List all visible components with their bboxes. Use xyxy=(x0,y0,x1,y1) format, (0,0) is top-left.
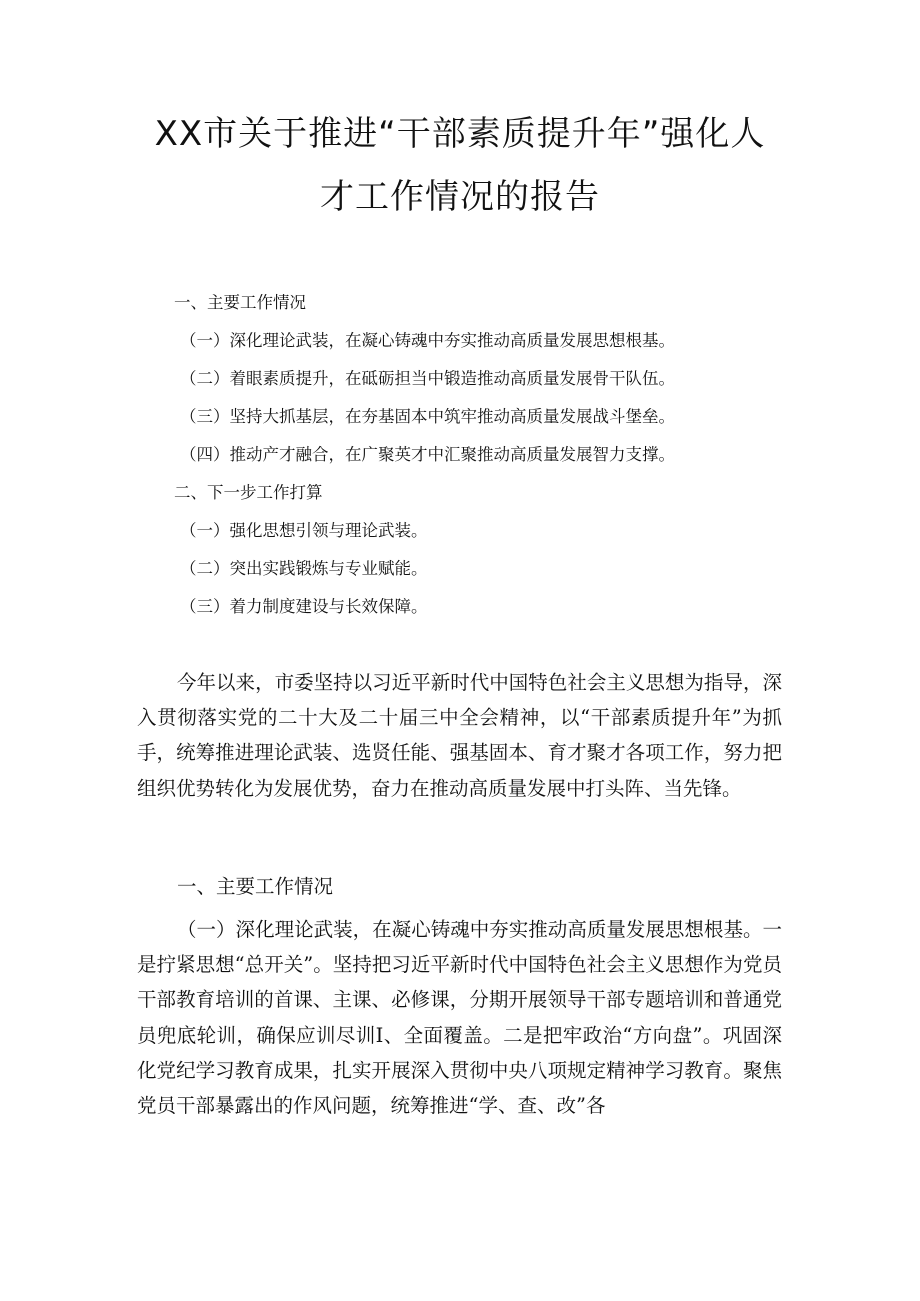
document-title-line-1: XX市关于推进“干部素质提升年”强化人 xyxy=(154,114,766,154)
outline-item: （四）推动产才融合，在广聚英才中汇聚推动高质量发展智力支撑。 xyxy=(180,445,675,464)
body-paragraph: （一）深化理论武装，在凝心铸魂中夯实推动高质量发展思想根基。一是拧紧思想“总开关”。坚持把习近平新时代中国特色社会主义思想作为党员干部教育培训的首课、主课、必修课，分期开展领导干部专题培训和普通党员兜底轮训，确保应训尽训I、全面覆盖。二是把牢政治“方向盘”。巩固深化党纪学习教育成果，扎实开展深入贯彻中央八项规定精神学习教育。聚焦党员干部暴露出的作风问题，统筹推进“学、查、改”各 xyxy=(137,918,782,1118)
outline-item: 一、主要工作情况 xyxy=(174,293,306,312)
intro-paragraph: 今年以来，市委坚持以习近平新时代中国特色社会主义思想为指导，深入贯彻落实党的二十大及二十届三中全会精神，以“干部素质提升年”为抓手，统筹推进理论武装、选贤任能、强基固本、育才聚才各项工作，努力把组织优势转化为发展优势，奋力在推动高质量发展中打头阵、当先锋。 xyxy=(137,671,782,800)
outline-item: （一）强化思想引领与理论武装。 xyxy=(180,521,428,540)
outline-item: 二、下一步工作打算 xyxy=(174,483,323,502)
outline-item: （三）坚持大抓基层，在夯基固本中筑牢推动高质量发展战斗堡垒。 xyxy=(180,407,675,426)
document-title-line-2: 才工作情况的报告 xyxy=(320,177,600,217)
section-heading: 一、主要工作情况 xyxy=(177,875,334,898)
outline-item: （二）突出实践锻炼与专业赋能。 xyxy=(180,559,428,578)
outline-item: （三）着力制度建设与长效保障。 xyxy=(180,597,428,616)
outline-item: （一）深化理论武装，在凝心铸魂中夯实推动高质量发展思想根基。 xyxy=(180,331,675,350)
outline-item: （二）着眼素质提升，在砥砺担当中锻造推动高质量发展骨干队伍。 xyxy=(180,369,675,388)
